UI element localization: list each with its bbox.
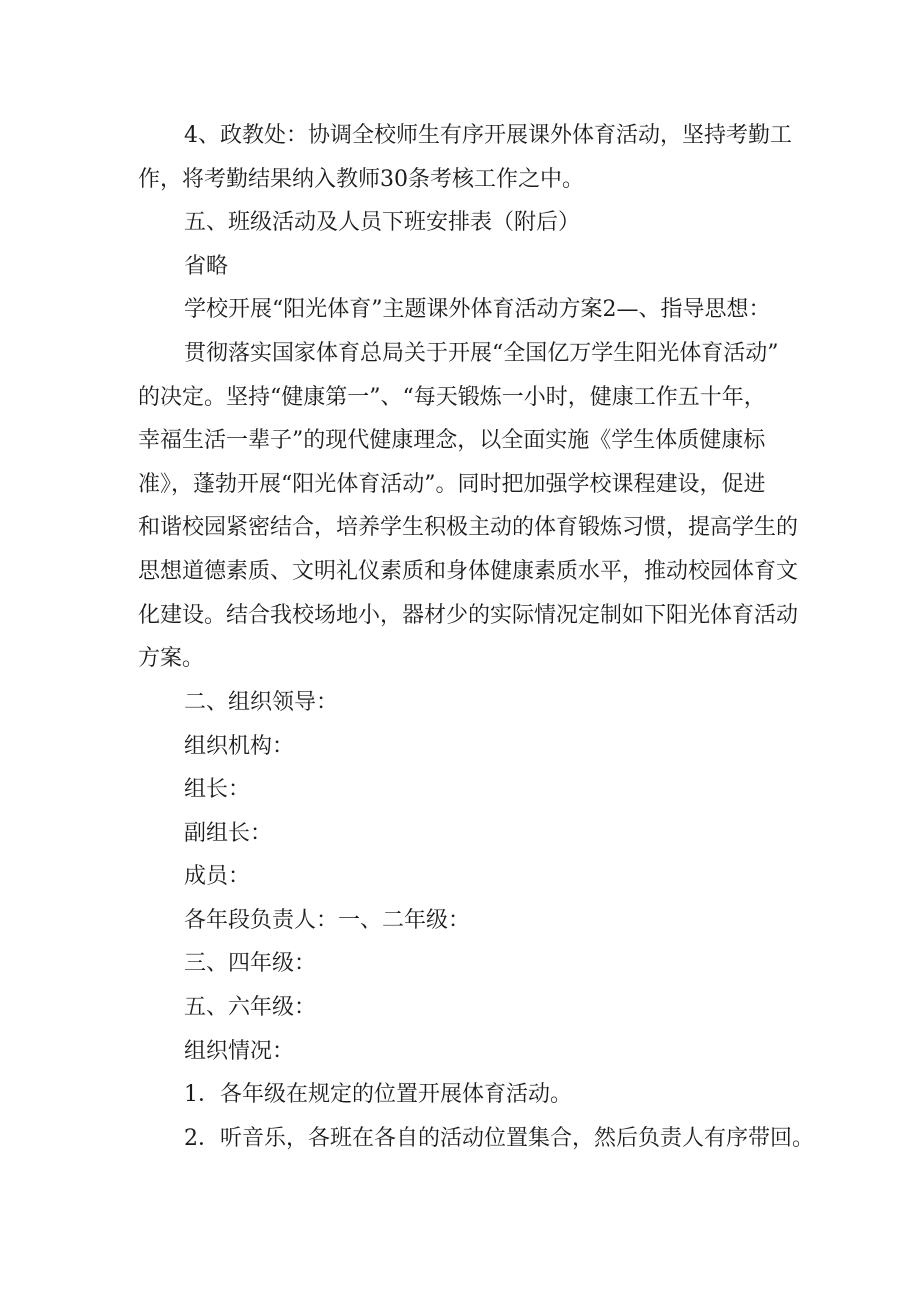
label-grade-5-6 [138, 986, 788, 1030]
text-line: 思想道德素质、文明礼仪素质和身体健康素质水平，推动校园体育文 [138, 558, 799, 584]
paragraph-political-office [138, 114, 792, 201]
text-line: 各年段负责人：一、二年级： [184, 908, 471, 933]
text-line: 五、班级活动及人员下班安排表（附后） [184, 210, 581, 235]
text-line: 组织情况： [184, 1039, 295, 1064]
text-line: 方案。 [138, 646, 205, 672]
label-deputy-leader [138, 812, 788, 856]
heading-sunshine-sports-plan [138, 288, 788, 332]
label-members [138, 855, 788, 899]
label-organization-status [138, 1030, 788, 1074]
text-line: 贯彻落实国家体育总局关于开展“全国亿万学生阳光体育活动” [184, 341, 779, 366]
label-grade-leaders [138, 899, 788, 943]
text-line: 和谐校园紧密结合，培养学生积极主动的体育锻炼习惯，提高学生的 [138, 515, 799, 541]
heading-organization-leadership [138, 681, 788, 725]
text-line: 三、四年级： [184, 951, 317, 976]
label-grade-3-4 [138, 942, 788, 986]
heading-class-activity-schedule [138, 201, 788, 245]
text-line: 准》，蓬勃开展“阳光体育活动”。同时把加强学校课程建设，促进 [138, 471, 766, 497]
text-line: 成员： [184, 864, 251, 889]
label-organization [138, 725, 788, 769]
text-line: 的决定。坚持“健康第一”、“每天锻炼一小时，健康工作五十年， [138, 384, 766, 410]
text-line: 1．各年级在规定的位置开展体育活动。 [184, 1082, 572, 1107]
paragraph-guiding-ideology [138, 332, 799, 681]
text-line: 组长： [184, 777, 251, 802]
text-line: 组织机构： [184, 734, 295, 759]
text-line: 2．听音乐，各班在各自的活动位置集合，然后负责人有序带回。 [184, 1126, 814, 1151]
text-line: 4、政教处：协调全校师生有序开展课外体育活动，坚持考勤工 [184, 123, 792, 148]
paragraph-omitted [138, 245, 788, 289]
list-item-1 [138, 1073, 788, 1117]
text-line: 作，将考勤结果纳入教师30条考核工作之中。 [138, 166, 584, 192]
text-line: 二、组织领导： [184, 690, 339, 715]
label-team-leader [138, 768, 788, 812]
text-line: 省略 [184, 254, 229, 279]
text-line: 五、六年级： [184, 995, 317, 1020]
text-line: 学校开展“阳光体育”主题课外体育活动方案2—、指导思想： [184, 297, 771, 322]
text-line: 副组长： [184, 821, 273, 846]
text-line: 幸福生活一辈子”的现代健康理念，以全面实施《学生体质健康标 [138, 428, 766, 454]
text-line: 化建设。结合我校场地小，器材少的实际情况定制如下阳光体育活动 [138, 602, 799, 628]
list-item-2 [138, 1117, 814, 1161]
